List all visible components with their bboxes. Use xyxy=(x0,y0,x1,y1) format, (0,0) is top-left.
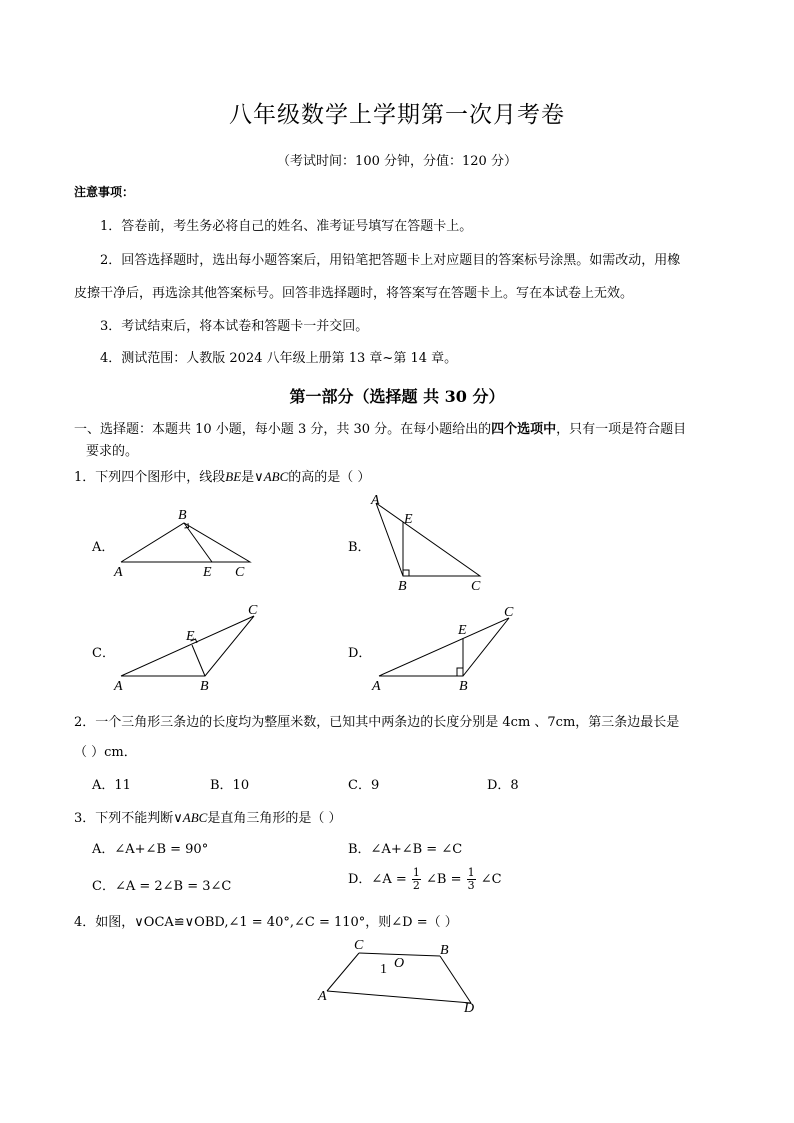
q4-label-o: O xyxy=(394,956,405,971)
q1-option-c-label: C． xyxy=(92,646,115,661)
q1b-label-c: C xyxy=(471,579,481,594)
notes-heading: 注意事项： xyxy=(74,185,135,199)
q1a-label-e: E xyxy=(203,565,212,580)
q4-label-a: A xyxy=(318,989,327,1004)
exam-info: （考试时间：100 分钟，分值：120 分） xyxy=(277,154,517,169)
question-3-stem: 3．下列不能判断∨ABC是直角三角形的是（ ） xyxy=(74,810,342,826)
q1-option-a-label: A． xyxy=(92,540,115,555)
q2-option-d: D．8 xyxy=(487,778,519,793)
section-intro-cont: 要求的。 xyxy=(86,444,139,459)
q1-option-b-label: B． xyxy=(348,540,371,555)
q4-label-1: 1 xyxy=(380,962,387,977)
q1d-label-b: B xyxy=(459,679,468,694)
q1-figure-b xyxy=(366,490,491,594)
q4-figure xyxy=(314,936,484,1016)
q4-label-c: C xyxy=(354,938,364,953)
fraction-one-third: $\frac{1}{3}$ xyxy=(467,866,475,892)
fraction-one-half: $\frac{1}{2}$ xyxy=(412,866,420,892)
q1d-label-c: C xyxy=(504,605,514,620)
note-item-2: 2．回答选择题时，选出每小题答案后，用铅笔把答题卡上对应题目的答案标号涂黑。如需改动，用橡 xyxy=(100,253,681,268)
question-4-stem: 4．如图，∨OCA≌∨OBD,∠1 = 40°,∠C = 110°，则∠D =（ ） xyxy=(74,915,458,930)
q3-option-c: C．∠A = 2∠B = 3∠C xyxy=(92,879,232,894)
q3-option-a: A．∠A+∠B = 90° xyxy=(92,842,209,857)
q1-figure-a xyxy=(108,502,258,582)
q2-option-a: A．11 xyxy=(92,778,131,793)
q1a-label-b: B xyxy=(178,508,187,523)
note-item-1: 1．答卷前，考生务必将自己的姓名、准考证号填写在答题卡上。 xyxy=(100,219,473,234)
question-2-stem-cont: （ ）cm． xyxy=(74,745,137,760)
q1-figure-d xyxy=(366,600,526,694)
note-item-4: 4．测试范围：人教版 2024 八年级上册第 13 章~第 14 章。 xyxy=(100,351,458,366)
q3-option-d: D．∠A = $\frac{1}{2}$ ∠B = $\frac{1}{3}$ ∠C xyxy=(348,866,502,892)
q3-option-b: B．∠A+∠B = ∠C xyxy=(348,842,463,857)
section-intro: 一、选择题：本题共 10 小题，每小题 3 分，共 30 分。在每小题给出的四个选项中，只有一项是符合题目 xyxy=(74,422,687,437)
q1c-label-a: A xyxy=(114,679,123,694)
q1d-label-a: A xyxy=(372,679,381,694)
question-2-stem: 2．一个三角形三条边的长度均为整厘米数，已知其中两条边的长度分别是 4cm 、7cm，第三条边最长是 xyxy=(74,715,680,730)
section-title: 第一部分（选择题 共 30 分） xyxy=(289,387,505,406)
q1b-label-e: E xyxy=(404,512,413,527)
page-title: 八年级数学上学期第一次月考卷 xyxy=(229,102,565,128)
q1a-label-a: A xyxy=(114,565,123,580)
q1-figure-c xyxy=(108,598,268,696)
q1-option-d-label: D． xyxy=(348,646,372,661)
note-item-3: 3．考试结束后，将本试卷和答题卡一并交回。 xyxy=(100,319,369,334)
q1b-label-a: A xyxy=(371,493,380,508)
q1c-label-c: C xyxy=(248,603,258,618)
q2-option-b: B．10 xyxy=(210,778,250,793)
q4-label-d: D xyxy=(464,1001,475,1016)
q1c-label-e: E xyxy=(186,629,195,644)
q1c-label-b: B xyxy=(200,679,209,694)
q1b-label-b: B xyxy=(398,579,407,594)
q4-label-b: B xyxy=(440,943,449,958)
q1d-label-e: E xyxy=(458,623,467,638)
q1a-label-c: C xyxy=(235,565,245,580)
question-1-stem: 1．下列四个图形中，线段BE是∨ABC的高的是（ ） xyxy=(74,469,371,485)
note-item-2-cont: 皮擦干净后，再选涂其他答案标号。回答非选择题时，将答案写在答题卡上。写在本试卷上无效。 xyxy=(74,286,634,301)
q2-option-c: C．9 xyxy=(348,778,380,793)
